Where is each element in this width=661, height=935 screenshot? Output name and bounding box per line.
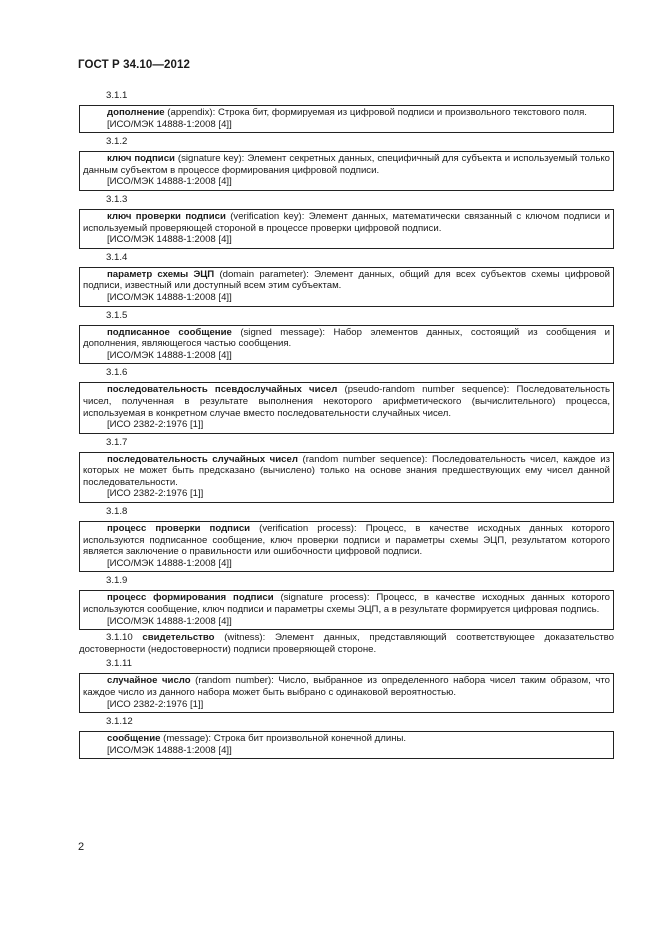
term-name: случайное число [107,675,191,687]
term-name: дополнение [107,107,165,118]
term-number: 3.1.10 [106,632,133,644]
term-name: сообщение [107,733,161,745]
page-number: 2 [78,841,85,853]
term-number: 3.1.6 [106,367,128,379]
term-definition [83,153,610,176]
term-box [79,521,614,572]
term-reference: [ИСО/МЭК 14888-1:2008 [4]] [107,744,232,756]
term-number: 3.1.4 [106,251,128,263]
term-name: процесс формирования подписи [107,592,274,604]
term-number: 3.1.1 [106,90,128,101]
terms-list [79,89,614,761]
term-text: (random number sequence): Последовательность чисел, каждое из которых не может быть предсказано (вычислено) только на основе знания предшествующих ему чисел данной последовательности. [83,453,610,488]
term-box [79,452,614,503]
term-unboxed [79,632,614,655]
term-text: (signature process): Процесс, в качестве исходных данных которого используются сообщение, ключ подписи и параметры схемы ЭЦП, а в результате формируется цифровая подпись. [83,592,610,616]
term-box [79,325,614,365]
term-box [79,209,614,249]
term-number: 3.1.8 [106,506,128,518]
term-number: 3.1.11 [106,658,132,670]
term-reference: [ИСО/МЭК 14888-1:2008 [4]] [107,615,232,627]
term-box [79,151,614,191]
term-name: подписанное сообщение [107,326,232,338]
term-definition [83,733,610,745]
term-number: 3.1.3 [106,193,128,205]
term-text: (verification key): Элемент данных, математически связанный с ключом подписи и используемый проверяющей стороной в процессе проверки цифровой подписи. [83,210,610,234]
term-number: 3.1.7 [106,436,128,448]
term-definition [79,632,614,655]
term-reference: [ИСО/МЭК 14888-1:2008 [4]] [107,291,232,303]
term-definition [83,384,610,419]
term-number: 3.1.5 [106,309,128,321]
term-reference: [ИСО 2382-2:1976 [1]] [107,698,204,710]
term-box [79,382,614,433]
term-number: 3.1.2 [106,136,128,148]
term-name: параметр схемы ЭЦП [107,268,215,280]
term-name: последовательность случайных чисел [107,453,298,465]
term-text: (message): Строка бит произвольной конечной длины. [160,733,407,745]
term-reference: [ИСО 2382-2:1976 [1]] [107,488,204,500]
term-definition [83,592,610,615]
term-name: последовательность псевдослучайных чисел [107,384,338,396]
term-text: (signature key): Элемент секретных данных, специфичный для субъекта и используемый только данным субъектом в процессе формирования цифровой подписи. [83,153,610,176]
term-definition [83,454,610,489]
page-header: ГОСТ Р 34.10—2012 [78,59,190,71]
term-reference: [ИСО/МЭК 14888-1:2008 [4]] [107,349,232,361]
term-number: 3.1.9 [106,575,128,587]
term-definition [83,523,610,558]
term-reference: [ИСО 2382-2:1976 [1]] [107,419,204,431]
term-definition [83,675,610,698]
term-text: (witness): Элемент данных, представляющий соответствующее доказательство достоверности (недостоверности) подписи проверяющей стороне. [79,632,614,655]
term-reference: [ИСО/МЭК 14888-1:2008 [4]] [107,176,232,188]
term-number: 3.1.12 [106,716,133,728]
term-reference: [ИСО/МЭК 14888-1:2008 [4]] [107,118,232,130]
term-definition [83,211,610,234]
term-text: (pseudo-random number sequence): Последовательность чисел, полученная в результате выполнения некоторого арифметического (вычислительного) процесса, используемая в конкретном случае вместо последовательности случайных чисел. [83,384,610,419]
term-text: (appendix): Строка бит, формируемая из цифровой подписи и произвольного текстового поля. [164,107,587,118]
term-definition [83,327,610,350]
term-text: (signed message): Набор элементов данных, состоящий из сообщения и дополнения, являющегося частью сообщения. [83,326,610,350]
term-definition [83,269,610,292]
term-box [79,105,614,133]
term-text: (random number): Число, выбранное из определенного набора чисел таким образом, что каждое число из данного набора может быть выбрано с одинаковой вероятностью. [83,675,610,698]
term-definition [83,107,610,119]
term-text: (domain parameter): Элемент данных, общий для всех субъектов схемы цифровой подписи, известный или доступный всем этим субъектам. [83,268,611,292]
term-name: процесс проверки подписи [107,523,251,535]
term-box [79,590,614,630]
term-name: ключ подписи [107,153,175,165]
term-box [79,731,614,759]
term-reference: [ИСО/МЭК 14888-1:2008 [4]] [107,234,232,246]
term-name: ключ проверки подписи [107,210,226,222]
term-text: (verification process): Процесс, в качестве исходных данных которого используются подписанное сообщение, ключ проверки подписи и параметры схемы ЭЦП, результатом которого является заключение о правильности или ошибочности цифровой подписи. [83,523,610,558]
term-name: свидетельство [142,632,215,644]
term-box [79,267,614,307]
term-box [79,673,614,713]
term-reference: [ИСО/МЭК 14888-1:2008 [4]] [107,557,232,569]
